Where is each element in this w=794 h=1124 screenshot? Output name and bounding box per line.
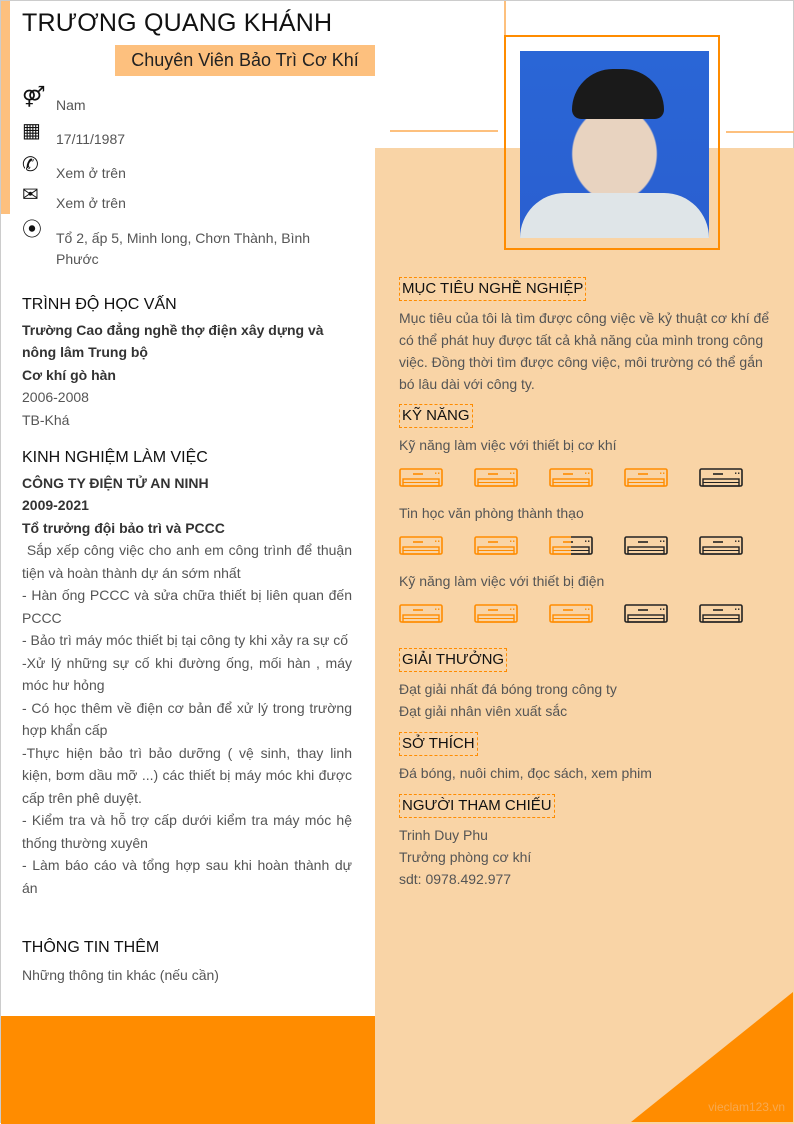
phone-icon: ✆ [22,154,39,176]
section-heading: KINH NGHIỆM LÀM VIỆC [22,449,208,466]
section-heading: THÔNG TIN THÊM [22,939,160,956]
rating-unit-icon [699,604,743,623]
skill-name: Kỹ năng làm việc với thiết bị cơ khí [399,437,617,453]
skill-item [399,570,774,626]
rating-unit-icon [699,468,743,487]
skill-name: Tin học văn phòng thành thạo [399,505,584,521]
rating-unit-icon [699,536,743,555]
calendar-icon: ▦ [22,120,41,142]
divider [504,1,506,37]
section-heading: MỤC TIÊU NGHỀ NGHIỆP [399,277,586,301]
awards-section [399,648,774,722]
gender-icon: ⚤ [22,86,46,108]
contact-email: ✉ Xem ở trên [22,184,126,211]
divider [726,131,794,133]
skill-name: Kỹ năng làm việc với thiết bị điện [399,573,605,589]
section-heading: KỸ NĂNG [399,404,473,428]
reference-section: NGƯỜI THAM CHIẾU Trinh Duy Phu Trưởng phòng cơ khí sdt: 0978.492.977 [399,794,774,890]
contact-birthday: ▦ 17/11/1987 [22,120,126,147]
rating-unit-icon [399,536,443,555]
rating-unit-icon [624,604,668,623]
full-name: TRƯƠNG QUANG KHÁNH [22,9,333,37]
email-icon: ✉ [22,184,39,206]
education-section: TRÌNH ĐỘ HỌC VẤN Trường Cao đẳng nghề thợ điện xây dựng và nông lâm Trung bộ Cơ khí gò hàn 2006-2008 TB-Khá [22,294,352,431]
rating-unit-icon [549,536,593,555]
divider [390,130,498,132]
hobbies-section: SỞ THÍCH Đá bóng, nuôi chim, đọc sách, xem phim [399,732,774,784]
job-title: Chuyên Viên Bảo Trì Cơ Khí [115,45,375,76]
rating-unit-icon [474,536,518,555]
rating-unit-icon [399,468,443,487]
rating-unit-icon [549,468,593,487]
bottom-accent [1,1016,375,1124]
rating-unit-icon [399,604,443,623]
profile-photo [520,51,709,238]
rating-unit-icon [624,536,668,555]
location-icon: ⦿ [22,219,42,241]
rating-unit-icon [474,468,518,487]
section-heading: SỞ THÍCH [399,732,478,756]
skill-item [399,502,774,558]
skill-rating [399,604,774,626]
section-heading: NGƯỜI THAM CHIẾU [399,794,555,818]
skills-section [399,404,774,638]
skill-rating [399,468,774,490]
experience-section: KINH NGHIỆM LÀM VIỆC CÔNG TY ĐIỆN TỬ AN NINH 2009-2021 Tổ trưởng đội bảo trì và PCCC Sắp xếp công việc cho anh em công trình để thuận tiện và hoàn thành dự án sớm nhất - Hàn ống PCCC và sửa chữa thiết bị liên quan đến PCCC - Bảo trì máy móc thiết bị tại công ty khi xảy ra sự cố -Xử lý những sự cố khi đường ống, mối hàn , máy móc hư hỏng - Có học thêm về điện cơ bản để xử lý trong trường hợp khẩn cấp -Thực hiện bảo trì bảo dưỡng ( vệ sinh, thay linh kiện, bơm dầu mỡ ...) các thiết bị máy móc khi được cấp trên phê duyệt. - Kiểm tra và hỗ trợ cấp dưới kiểm tra máy móc hệ thống thường xuyên - Làm báo cáo và tổng hợp sau khi hoàn thành dự án [22,449,356,896]
rating-unit-icon [474,604,518,623]
skill-rating [399,536,774,558]
objective-section: MỤC TIÊU NGHỀ NGHIỆP Mục tiêu của tôi là tìm được công việc về kỷ thuật cơ khí để có thể phát huy được tất cả khả năng của mình trong công việc. Đồng thời tìm được công việc, môi trường có thể gắn bó lâu dài với công ty. [399,277,774,395]
watermark: vieclam123.vn [708,1100,785,1114]
contact-gender: ⚤ Nam [22,86,86,113]
contact-phone: ✆ Xem ở trên [22,154,126,181]
award-item: Đạt giải nhất đá bóng trong công ty [399,681,617,697]
section-heading: TRÌNH ĐỘ HỌC VẤN [22,296,177,313]
accent-bar [1,1,10,214]
skill-item [399,434,774,490]
contact-address: ⦿ Tổ 2, ấp 5, Minh long, Chơn Thành, Bình Phước [22,220,322,270]
award-item: Đạt giải nhân viên xuất sắc [399,703,568,719]
rating-unit-icon [549,604,593,623]
rating-unit-icon [624,468,668,487]
extra-section: THÔNG TIN THÊM Những thông tin khác (nếu cần) [22,937,352,986]
section-heading: GIẢI THƯỞNG [399,648,507,672]
